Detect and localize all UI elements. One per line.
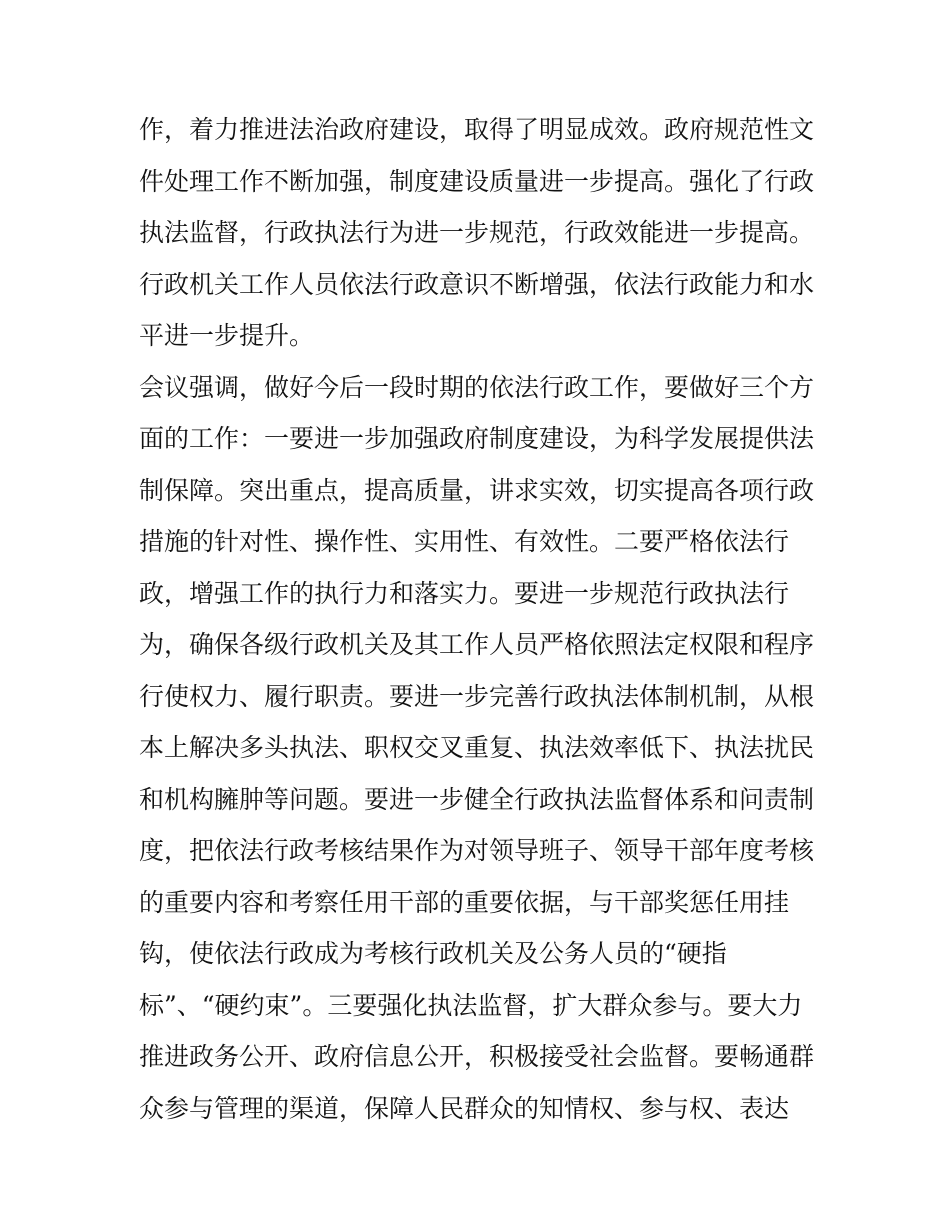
text-line: 行使权力、履行职责。要进一步完善行政执法体制机制，从根 [139, 681, 815, 711]
text-line: 众参与管理的渠道，保障人民群众的知情权、参与权、表达 [139, 1093, 790, 1123]
text-line: 作，着力推进法治政府建设，取得了明显成效。政府规范性文 [139, 115, 815, 144]
text-line: 行政机关工作人员依法行政意识不断增强，依法行政能力和水 [139, 269, 815, 299]
text-line: 标”、“硬约束”。三要强化执法监督，扩大群众参与。要大力 [139, 990, 803, 1020]
text-line: 和机构臃肿等问题。要进一步健全行政执法监督体系和问责制 [139, 784, 815, 814]
text-line: 钩，使依法行政成为考核行政机关及公务人员的“硬指 [139, 939, 727, 968]
text-line: 执法监督，行政执法行为进一步规范，行政效能进一步提高。 [139, 218, 815, 247]
text-line: 措施的针对性、操作性、实用性、有效性。二要严格依法行 [139, 527, 790, 556]
text-line: 会议强调，做好今后一段时期的依法行政工作，要做好三个方 [139, 372, 815, 402]
text-line: 度，把依法行政考核结果作为对领导班子、领导干部年度考核 [139, 836, 815, 865]
body-text [139, 104, 819, 1134]
text-line: 件处理工作不断加强，制度建设质量进一步提高。强化了行政 [139, 166, 815, 196]
text-line: 面的工作：一要进一步加强政府制度建设，为科学发展提供法 [139, 424, 815, 453]
text-line: 为，确保各级行政机关及其工作人员严格依照法定权限和程序 [139, 630, 815, 659]
text-line: 制保障。突出重点，提高质量，讲求实效，切实提高各项行政 [139, 475, 815, 505]
text-line: 平进一步提升。 [139, 321, 315, 350]
text-line: 政，增强工作的执行力和落实力。要进一步规范行政执法行 [139, 578, 790, 608]
text-line: 推进政务公开、政府信息公开，积极接受社会监督。要畅通群 [139, 1042, 815, 1071]
text-line: 本上解决多头执法、职权交叉重复、执法效率低下、执法扰民 [139, 733, 815, 762]
text-line: 的重要内容和考察任用干部的重要依据，与干部奖惩任用挂 [139, 887, 790, 917]
